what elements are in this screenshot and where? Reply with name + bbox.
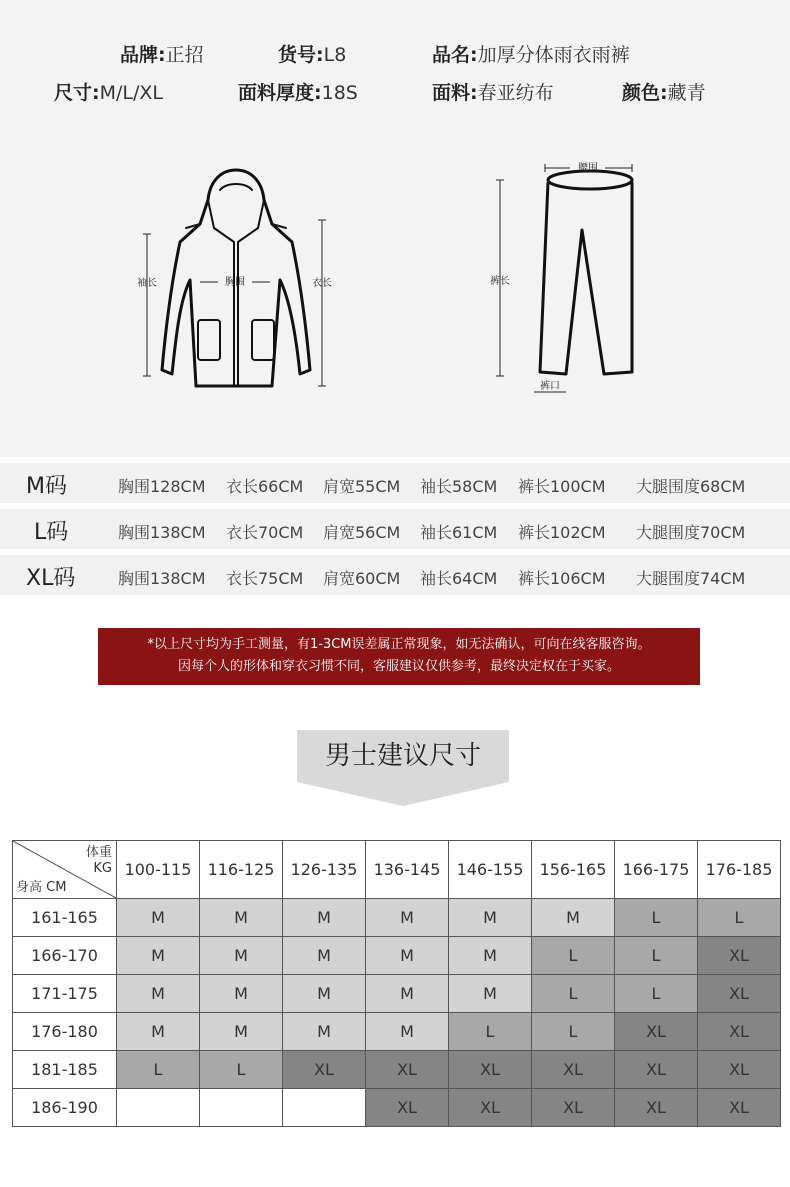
shoulder-measure: 肩宽55CM <box>323 477 401 496</box>
size-cell: M <box>117 1013 200 1051</box>
length-measure: 衣长66CM <box>226 477 304 496</box>
weight-column-header: 146-155 <box>449 841 532 899</box>
size-cell: XL <box>283 1051 366 1089</box>
note-line-1: *以上尺寸均为手工测量，有1-3CM误差属正常现象，如无法确认，可向在线客服咨询。 <box>147 637 651 652</box>
size-cell: XL <box>366 1051 449 1089</box>
size-cell: M <box>449 937 532 975</box>
size-cell: XL <box>698 1089 781 1127</box>
section-banner: 男士建议尺寸 <box>297 730 509 782</box>
table-header-row <box>13 841 781 899</box>
size-cell: XL <box>698 1013 781 1051</box>
chest-measure: 胸围138CM <box>118 569 206 588</box>
color-field: 颜色:藏青 <box>622 82 706 104</box>
height-row-header: 161-165 <box>13 899 117 937</box>
banner-arrow <box>297 782 509 806</box>
hem-label: 裤口 <box>540 381 560 392</box>
note-line-2: 因每个人的形体和穿衣习惯不同，客服建议仅供参考，最终决定权在于买家。 <box>177 659 620 674</box>
size-row-xl <box>0 555 790 595</box>
thickness-field: 面料厚度:18S <box>238 82 358 104</box>
size-cell: M <box>449 899 532 937</box>
size-cell <box>117 1089 200 1127</box>
table-row <box>13 1089 781 1127</box>
height-row-header: 166-170 <box>13 937 117 975</box>
size-cell: L <box>449 1013 532 1051</box>
size-cell: M <box>117 975 200 1013</box>
product-name-field: 品名:加厚分体雨衣雨裤 <box>432 44 630 66</box>
chest-measure: 胸围128CM <box>118 477 206 496</box>
thigh-measure: 大腿围度74CM <box>636 569 746 588</box>
sleeve-measure: 袖长64CM <box>420 569 498 588</box>
size-cell: M <box>366 975 449 1013</box>
size-cell: M <box>532 899 615 937</box>
size-cell: XL <box>698 1051 781 1089</box>
size-cell: M <box>366 1013 449 1051</box>
size-cell: M <box>117 937 200 975</box>
item-number-field: 货号:L8 <box>278 44 347 66</box>
pants-measure: 裤长102CM <box>518 523 606 542</box>
weight-column-header: 126-135 <box>283 841 366 899</box>
table-row <box>13 1051 781 1089</box>
pants-measure: 裤长100CM <box>518 477 606 496</box>
weight-column-header: 136-145 <box>366 841 449 899</box>
height-row-header: 171-175 <box>13 975 117 1013</box>
size-cell <box>283 1089 366 1127</box>
chest-label: 胸围 <box>225 277 245 288</box>
weight-header: 体重 <box>85 845 112 860</box>
size-code: XL码 <box>26 566 76 591</box>
size-cell: XL <box>532 1089 615 1127</box>
length-label: 衣长 <box>312 278 332 289</box>
sleeve-label: 袖长 <box>137 278 157 289</box>
size-cell: M <box>283 937 366 975</box>
table-row <box>13 937 781 975</box>
size-cell: L <box>698 899 781 937</box>
product-info-panel <box>0 0 790 457</box>
table-corner <box>13 841 117 899</box>
weight-unit: KG <box>93 861 112 876</box>
measurement-note <box>98 628 700 685</box>
size-cell: M <box>200 937 283 975</box>
size-recommendation-table <box>12 840 781 1127</box>
size-cell: M <box>283 1013 366 1051</box>
size-cell: XL <box>615 1051 698 1089</box>
table-row <box>13 975 781 1013</box>
pants-length-label: 裤长 <box>490 276 510 287</box>
table-row <box>13 899 781 937</box>
size-cell: L <box>615 937 698 975</box>
waist-label: 腰围 <box>578 163 598 174</box>
size-code: L码 <box>34 520 69 545</box>
size-cell: XL <box>449 1051 532 1089</box>
weight-column-header: 100-115 <box>117 841 200 899</box>
sleeve-measure: 袖长58CM <box>420 477 498 496</box>
brand-field: 品牌:正招 <box>120 44 204 66</box>
size-cell: L <box>615 975 698 1013</box>
sleeve-measure: 袖长61CM <box>420 523 498 542</box>
size-row-m <box>0 463 790 503</box>
size-cell: L <box>532 1013 615 1051</box>
size-cell: M <box>200 975 283 1013</box>
size-cell: M <box>200 1013 283 1051</box>
chest-measure: 胸围138CM <box>118 523 206 542</box>
size-cell: XL <box>449 1089 532 1127</box>
size-cell: M <box>200 899 283 937</box>
size-cell: L <box>532 975 615 1013</box>
size-cell: XL <box>615 1013 698 1051</box>
pants-measure: 裤长106CM <box>518 569 606 588</box>
size-cell: M <box>449 975 532 1013</box>
height-row-header: 176-180 <box>13 1013 117 1051</box>
shoulder-measure: 肩宽56CM <box>323 523 401 542</box>
size-row-l <box>0 509 790 549</box>
height-row-header: 186-190 <box>13 1089 117 1127</box>
height-row-header: 181-185 <box>13 1051 117 1089</box>
weight-column-header: 176-185 <box>698 841 781 899</box>
size-cell: XL <box>615 1089 698 1127</box>
size-cell <box>200 1089 283 1127</box>
size-cell: L <box>532 937 615 975</box>
size-cell: XL <box>698 937 781 975</box>
size-field: 尺寸:M/L/XL <box>54 82 163 104</box>
weight-column-header: 116-125 <box>200 841 283 899</box>
table-row <box>13 1013 781 1051</box>
pants-measure-lines <box>496 164 632 392</box>
thigh-measure: 大腿围度70CM <box>636 523 746 542</box>
weight-column-header: 156-165 <box>532 841 615 899</box>
height-header: 身高 CM <box>16 880 67 895</box>
size-cell: M <box>283 975 366 1013</box>
size-cell: XL <box>698 975 781 1013</box>
length-measure: 衣长75CM <box>226 569 304 588</box>
size-cell: M <box>366 899 449 937</box>
garment-diagram <box>0 150 790 410</box>
pants-illustration <box>540 171 632 374</box>
size-cell: L <box>200 1051 283 1089</box>
size-code: M码 <box>26 474 67 499</box>
size-cell: L <box>615 899 698 937</box>
shoulder-measure: 肩宽60CM <box>323 569 401 588</box>
fabric-field: 面料:春亚纺布 <box>432 82 554 104</box>
size-cell: M <box>366 937 449 975</box>
thigh-measure: 大腿围度68CM <box>636 477 746 496</box>
size-cell: M <box>117 899 200 937</box>
weight-column-header: 166-175 <box>615 841 698 899</box>
size-cell: XL <box>366 1089 449 1127</box>
length-measure: 衣长70CM <box>226 523 304 542</box>
size-cell: XL <box>532 1051 615 1089</box>
size-cell: M <box>283 899 366 937</box>
size-cell: L <box>117 1051 200 1089</box>
